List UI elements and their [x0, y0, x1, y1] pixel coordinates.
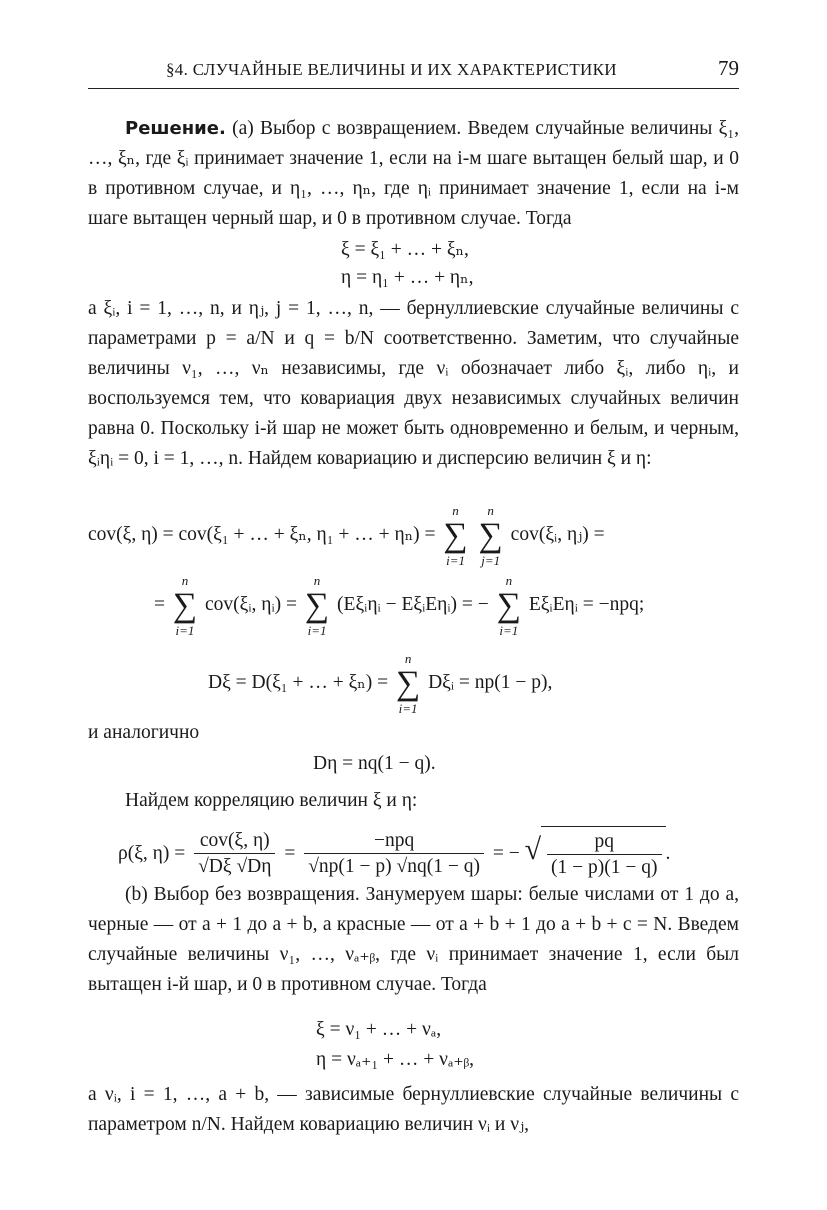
sum-j-bottom: j=1 [481, 552, 501, 568]
sqrt-icon: √ [524, 833, 542, 866]
sum-i-bottom: i=1 [446, 552, 465, 568]
dependent-paragraph: а νᵢ, i = 1, …, a + b, — зависимые бернуллиевские случайные величины с параметром n/N. Найдем ковариацию величин νᵢ и νⱼ, [88, 1084, 739, 1135]
page-number: 79 [718, 56, 739, 80]
correlation-intro: Найдем корреляцию величин ξ и η: [125, 790, 418, 811]
equation-xi-sum: ξ = ξ₁ + … + ξₙ, [341, 239, 469, 260]
equation-variance-xi [208, 648, 552, 718]
page-header [88, 56, 739, 89]
running-title: §4. СЛУЧАЙНЫЕ ВЕЛИЧИНЫ И ИХ ХАРАКТЕРИСТИКИ [166, 60, 617, 79]
sum-b [305, 573, 329, 639]
sigma-icon: ∑ [496, 586, 521, 624]
var-lhs: Dξ = D(ξ₁ + … + ξₙ) = [208, 672, 389, 693]
sum-c [497, 573, 521, 639]
sigma-icon: ∑ [395, 664, 421, 702]
sum-j-top: n [487, 502, 494, 518]
sum-c-bottom: i=1 [499, 622, 519, 638]
equation-covariance-cont [154, 570, 644, 640]
equation-eta-sum: η = η₁ + … + ηₙ, [341, 267, 474, 288]
equation-correlation [118, 822, 670, 878]
sigma-icon: ∑ [304, 586, 330, 624]
sum-d [396, 651, 420, 717]
cov-cont-t1: cov(ξᵢ, ηᵢ) = [205, 594, 298, 615]
sum-j [479, 503, 503, 569]
cov-cont-t2: (Eξᵢηᵢ − EξᵢEηᵢ) = − [337, 594, 489, 615]
equation-xi-nu: ξ = ν₁ + … + νₐ, [316, 1019, 442, 1040]
cov-cont-t3: EξᵢEηᵢ = −npq; [528, 594, 645, 615]
sum-i-top: n [452, 502, 459, 518]
fraction-1 [194, 829, 275, 880]
cov-lhs: cov(ξ, η) = cov(ξ₁ + … + ξₙ, η₁ + … + ηₙ) = [88, 524, 436, 545]
corr-lhs: ρ(ξ, η) = [118, 843, 186, 864]
cov-term: cov(ξᵢ, ηⱼ) = [510, 524, 605, 545]
sum-b-top: n [313, 572, 321, 588]
corr-eq-1: = [284, 843, 296, 864]
solution-paragraph [88, 114, 739, 234]
cov-cont-start: = [154, 594, 165, 615]
var-rhs: Dξᵢ = np(1 − p), [428, 672, 553, 693]
sigma-icon: ∑ [478, 516, 503, 554]
corr-end: . [665, 843, 671, 864]
fraction-2-num: −npq [304, 829, 484, 854]
fraction-3-num: pq [547, 830, 661, 855]
sum-d-top: n [404, 650, 412, 666]
corr-eq-2: = − [492, 843, 520, 864]
fraction-2-den: √np(1 − p) √nq(1 − q) [308, 856, 480, 878]
solution-label: Решение. [125, 118, 226, 139]
sqrt-body [541, 826, 665, 883]
equation-eta-nu: η = νₐ₊₁ + … + νₐ₊ᵦ, [316, 1049, 474, 1070]
sum-a-top: n [181, 572, 189, 588]
fraction-2 [304, 829, 484, 880]
sigma-icon: ∑ [443, 516, 468, 554]
sum-a-bottom: i=1 [175, 622, 195, 638]
equation-covariance [88, 500, 605, 570]
fraction-3-den: (1 − p)(1 − q) [551, 857, 658, 879]
without-replacement-paragraph: (b) Выбор без возвращения. Занумеруем шары: белые числами от 1 до a, черные — от a + 1 до a + b, а красные — от a + b + 1 до a + b + c = N. Введем случайные величины ν₁, …, νₐ₊ᵦ, где νᵢ принимает значение 1, если был вытащен i-й шар, и 0 в противном случае. Тогда [88, 884, 739, 995]
equation-variance-eta: Dη = nq(1 − q). [313, 753, 436, 774]
sum-i [443, 503, 467, 569]
bernoulli-paragraph: a ξᵢ, i = 1, …, n, и ηⱼ, j = 1, …, n, — бернуллиевские случайные величины с параметрами p = a/N и q = b/N соответственно. Заметим, что случайные величины ν₁, …, νₙ независимы, где νᵢ обозначает либо ξᵢ, либо ηᵢ, и воспользуемся тем, что ковариация двух независимых случайных величин равна 0. Поскольку i-й шар не может быть одновременно и белым, и черным, ξᵢηᵢ = 0, i = 1, …, n. Найдем ковариацию и дисперсию величин ξ и η: [88, 298, 739, 469]
sum-b-bottom: i=1 [307, 622, 327, 638]
fraction-3 [547, 830, 661, 881]
fraction-1-den: √Dξ √Dη [198, 856, 272, 878]
sum-c-top: n [505, 572, 513, 588]
sum-a [173, 573, 197, 639]
sum-d-bottom: i=1 [398, 700, 418, 716]
sigma-icon: ∑ [172, 586, 198, 624]
fraction-1-num: cov(ξ, η) [194, 829, 275, 854]
solution-text: (a) Выбор с возвращением. Введем случайные величины ξ₁, …, ξₙ, где ξᵢ принимает значение 1, если на i-м шаге вытащен белый шар, и 0 в противном случае, и η₁, …, ηₙ, где ηᵢ принимает значение 1, если на i-м шаге вытащен черный шар, и 0 в противном случае. Тогда [88, 118, 740, 229]
similarly-text: и аналогично [88, 722, 200, 743]
